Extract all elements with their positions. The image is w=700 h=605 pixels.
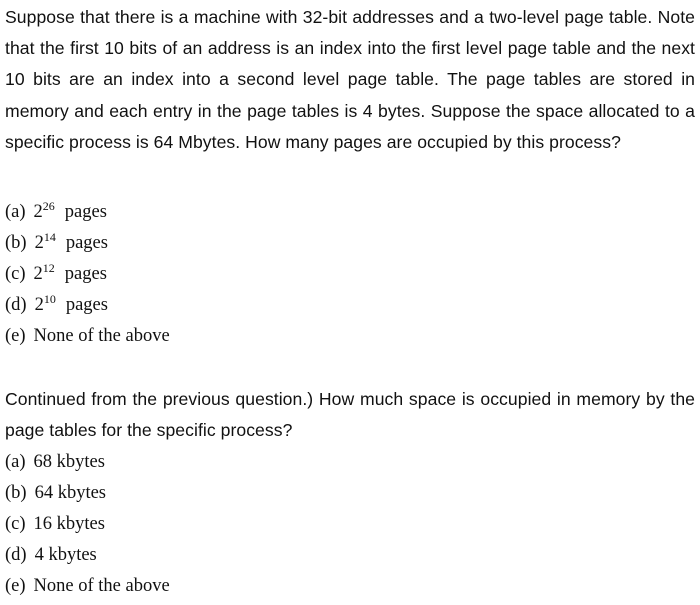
option-label: (c) — [5, 514, 26, 534]
option-label: (e) — [5, 576, 26, 596]
option-label: (b) — [5, 233, 27, 253]
option-base: 2 — [33, 264, 43, 284]
option-unit: pages — [65, 233, 108, 253]
q1-option-a — [5, 199, 107, 225]
option-label: (d) — [5, 545, 27, 565]
question-2-text: Continued from the previous question.) How much space is occupied in memory by the page tables for the specific process? — [5, 389, 695, 441]
option-exponent: 10 — [43, 292, 56, 306]
option-text: 4 kbytes — [34, 545, 97, 565]
option-unit: pages — [64, 202, 107, 222]
q2-option-a — [5, 449, 105, 475]
q1-option-e — [5, 323, 170, 349]
option-exponent: 14 — [43, 230, 56, 244]
option-text: 64 kbytes — [34, 483, 107, 503]
option-label: (b) — [5, 483, 27, 503]
option-exponent: 12 — [42, 261, 55, 275]
q2-option-e — [5, 573, 170, 599]
q2-option-d — [5, 542, 97, 568]
q2-option-b — [5, 480, 106, 506]
option-label: (a) — [5, 452, 26, 472]
option-unit: pages — [64, 264, 107, 284]
option-label: (e) — [5, 326, 26, 346]
q1-option-d — [5, 292, 108, 318]
option-label: (a) — [5, 202, 26, 222]
option-text: 16 kbytes — [33, 514, 105, 534]
q2-option-c — [5, 511, 105, 537]
option-text: None of the above — [33, 326, 170, 346]
option-text: None of the above — [33, 576, 170, 596]
option-exponent: 26 — [42, 199, 55, 213]
option-base: 2 — [34, 233, 44, 253]
option-label: (d) — [5, 295, 27, 315]
option-unit: pages — [65, 295, 108, 315]
option-base: 2 — [34, 295, 44, 315]
q1-option-b — [5, 230, 108, 256]
q1-option-c — [5, 261, 107, 287]
option-text: 68 kbytes — [33, 452, 105, 472]
question-1-text: Suppose that there is a machine with 32-bit addresses and a two-level page table. Note that the first 10 bits of an address is an index into the first level page table and the next 10 bits are an index into a second level page table. The page tables are stored in memory and each entry in the page tables is 4 bytes. Suppose the space allocated to a specific process is 64 Mbytes. How many pages are occupied by this process? — [5, 7, 695, 152]
option-label: (c) — [5, 264, 26, 284]
option-base: 2 — [33, 202, 43, 222]
